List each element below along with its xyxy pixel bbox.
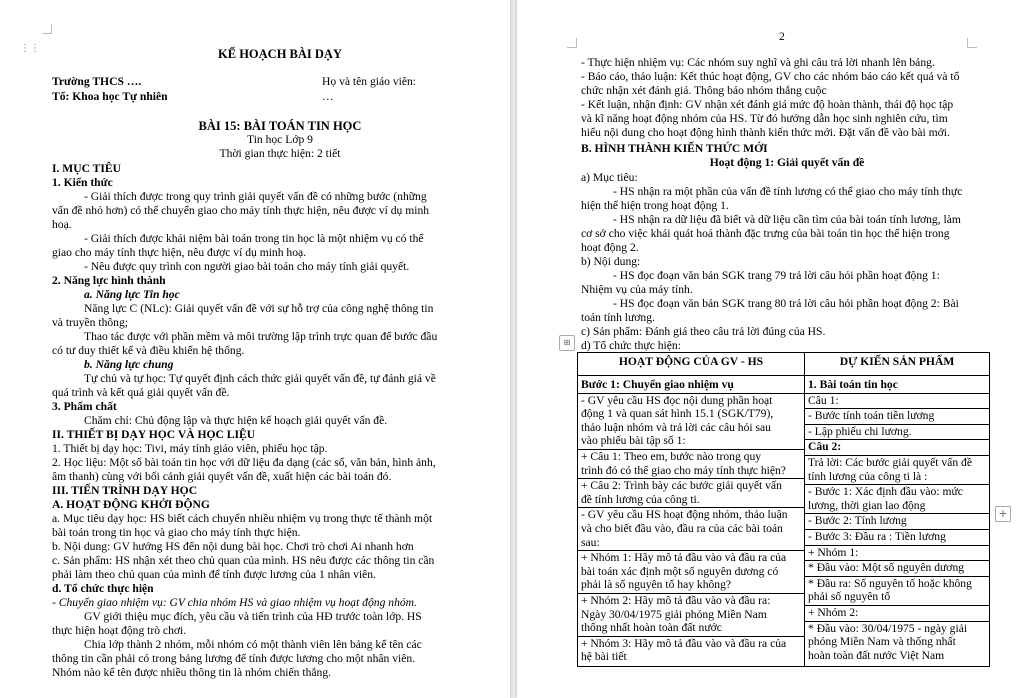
cell-line: Câu 1:: [805, 394, 989, 410]
body-line: 2. Học liệu: Một số bài toán tin học với dữ liệu đa dạng (các số, văn bản, hình ảnh,: [52, 456, 436, 469]
table-header-teacher-activity: HOẠT ĐỘNG CỦA GV - HS: [578, 353, 805, 376]
cell-line: + Nhóm 2: Hãy mô tả đầu vào và đầu ra:: [581, 593, 771, 607]
cell-line: đề tính lương của công ti.: [578, 493, 804, 509]
margin-corner-icon: [42, 24, 52, 34]
table-move-handle-icon[interactable]: ⊞: [559, 335, 575, 351]
cell-line: Ngày 30/04/1975 giải phóng Miền Nam: [581, 607, 767, 621]
lesson-duration: Thời gian thực hiện: 2 tiết: [219, 147, 341, 160]
subsection-heading: 3. Phẩm chất: [52, 400, 117, 413]
cell-line: + Nhóm 1:: [805, 546, 989, 562]
subsection-heading: 2. Năng lực hình thành: [52, 274, 166, 287]
body-line: thực hiện hoạt động trò chơi.: [52, 624, 187, 637]
cell-line: - GV yêu cầu HS hoạt động nhóm, thảo luận: [581, 508, 788, 522]
cell-line: Câu 2:: [805, 440, 989, 456]
body-line: GV giới thiệu mục đích, yêu cầu và tiến trình của HĐ trước toàn lớp. HS: [84, 610, 422, 623]
subsection-heading: a. Năng lực Tin học: [84, 288, 180, 301]
cell-line: trình đó có thể giao cho máy tính thực hiện?: [578, 464, 804, 480]
cell-line: hệ bài tiết: [581, 650, 627, 664]
table-cell-products: [805, 376, 990, 667]
cell-line: Trả lời: Các bước giải quyết vấn đề: [808, 455, 972, 469]
cell-line: * Đầu vào: Một số nguyên dương: [805, 561, 989, 577]
cell-line: + Câu 1: Theo em, bước nào trong quy: [581, 449, 762, 463]
cell-line: + Nhóm 2:: [805, 606, 989, 622]
body-line: vấn đề nhỏ hơn) có thể chuyển giao cho máy tính thực hiện, nêu được ví dụ minh: [52, 204, 430, 217]
body-line: - HS đọc đoạn văn bản SGK trang 79 trả lời câu hỏi phần hoạt động 1:: [613, 269, 940, 282]
cell-line: - Bước 3: Đầu ra : Tiền lương: [805, 530, 989, 546]
section-heading: II. THIẾT BỊ DẠY HỌC VÀ HỌC LIỆU: [52, 428, 256, 441]
cell-line: - GV yêu cầu HS đọc nội dung phần hoạt: [581, 393, 773, 407]
teacher-value: …: [322, 90, 334, 103]
body-line: c) Sản phẩm: Đánh giá theo câu trả lời đúng của HS.: [581, 325, 826, 338]
body-line: thông tin cần phải có trong bảng lương để tính được lương cho một nhân viên.: [52, 652, 416, 665]
product-heading: 1. Bài toán tin học: [805, 378, 989, 394]
body-line: cơ sở cho việc khái quát hoá thành đặc trưng của bài toán tin học thể hiện trong: [581, 227, 950, 240]
cell-line: thống nhất hoàn toàn đất nước: [578, 621, 804, 637]
cell-line: + Nhóm 3: Hãy mô tả đầu vào và đầu ra của: [581, 636, 787, 650]
body-line: - Báo cáo, thảo luận: Kết thúc hoạt động, GV cho các nhóm báo cáo kết quả và tổ: [581, 70, 960, 83]
cell-line: * Đầu vào: 30/04/1975 - ngày giải: [808, 621, 968, 635]
body-line: Nhóm nào kể tên được nhiều thông tin là nhóm chiến thắng.: [52, 666, 332, 679]
body-line: a. Mục tiêu dạy học: HS biết cách chuyển nhiều nhiệm vụ trong thực tế thành một: [52, 512, 433, 525]
body-line: - HS nhận ra dữ liệu đã biết và dữ liệu cần tìm của bài toán tính lương, làm: [613, 213, 961, 226]
section-heading: I. MỤC TIÊU: [52, 162, 122, 175]
body-line: hoạt động 2.: [581, 241, 639, 254]
lesson-subject: Tin học Lớp 9: [247, 133, 313, 146]
document-page-2: [517, 0, 1019, 698]
cell-line: và cho biết đầu vào, đầu ra của các bài toán: [581, 521, 783, 535]
cell-line: * Đầu ra: Số nguyên tố hoặc không: [808, 576, 972, 590]
cell-line: thảo luận nhóm và trả lời các câu hỏi sau: [581, 420, 771, 434]
body-line: - Nêu được quy trình con người giao bài toán cho máy tính giải quyết.: [84, 260, 410, 273]
subsection-heading: A. HOẠT ĐỘNG KHỞI ĐỘNG: [52, 498, 210, 511]
body-line: hiểu nội dung cho hoạt động hình thành kiến thức mới. Đặt vấn đề vào bài mới.: [581, 126, 950, 139]
cell-line: + Câu 2: Trình bày các bước giải quyết vấn: [581, 479, 782, 493]
teacher-label: Họ và tên giáo viên:: [322, 75, 417, 88]
section-heading: III. TIẾN TRÌNH DẠY HỌC: [52, 484, 198, 497]
body-line: 1. Thiết bị dạy học: Tivi, máy tính giáo viên, phiếu học tập.: [52, 442, 328, 455]
body-line: Chăm chỉ: Chủ động lập và thực hiện kế hoạch giải quyết vấn đề.: [84, 414, 388, 427]
cell-line: - Bước 2: Tính lương: [805, 514, 989, 530]
body-line: - Giải thích được trong quy trình giải quyết vấn đề có những bước (những: [84, 190, 427, 203]
cell-line: tính lương của công ti là :: [805, 470, 989, 486]
cell-line: hoàn toàn đất nước Việt Nam: [808, 648, 945, 662]
cell-line: vào phiếu bài tập số 1:: [578, 434, 804, 450]
cell-line: bài toán xác định một số nguyên dương có: [581, 564, 779, 578]
body-line: và truyền thông;: [52, 316, 128, 329]
body-line: Thao tác được với phần mềm và môi trường lập trình trực quan để bước đầu: [84, 330, 438, 343]
cell-line: - Bước tính toán tiền lương: [805, 409, 989, 425]
body-line: có tư duy thiết kế và điều khiển hệ thống.: [52, 344, 245, 357]
add-column-icon[interactable]: +: [995, 506, 1011, 522]
body-line: d) Tổ chức thực hiện:: [581, 339, 681, 352]
body-line: - Giải thích được khái niệm bài toán trong tin học là một nhiệm vụ có thể: [84, 232, 424, 245]
section-heading: B. HÌNH THÀNH KIẾN THỨC MỚI: [581, 142, 768, 155]
subsection-heading: 1. Kiến thức: [52, 176, 113, 189]
document-title: KẾ HOẠCH BÀI DẠY: [218, 47, 342, 61]
body-line: - HS nhận ra một phần của vấn đề tính lương có thể giao cho máy tính thực: [613, 185, 963, 198]
body-line: hoạ.: [52, 218, 72, 231]
activity-table: [577, 352, 990, 667]
body-line: c. Sản phẩm: HS nhận xét theo chủ quan của mình. HS nêu được các thông tin cần: [52, 554, 435, 567]
body-line: giao cho máy tính thực hiện, nêu được ví dụ minh hoạ.: [52, 246, 307, 259]
body-line: - Thực hiện nhiệm vụ: Các nhóm suy nghĩ và ghi câu trả lời nhanh lên bảng.: [581, 56, 935, 69]
body-line: Năng lực C (NLc): Giải quyết vấn đề với sự hỗ trợ của công nghệ thông tin: [84, 302, 434, 315]
body-line: b. Nội dung: GV hướng HS đến nội dung bài học. Chơi trò chơi Ai nhanh hơn: [52, 540, 414, 553]
step-heading: Bước 1: Chuyển giao nhiệm vụ: [578, 378, 804, 394]
school-name: Trường THCS ….: [52, 75, 142, 88]
body-line: âm thanh) cùng với bối cảnh giải quyết vấn đề, xuất hiện các bài toán đó.: [52, 470, 392, 483]
cell-line: sau:: [578, 536, 804, 552]
subsection-heading: d. Tổ chức thực hiện: [52, 582, 154, 595]
cell-line: phóng Miền Nam và thống nhất: [808, 635, 956, 649]
table-header-expected-product: DỰ KIẾN SẢN PHẨM: [805, 353, 990, 376]
body-line: Tự chủ và tự học: Tự quyết định cách thức giải quyết vấn đề, tự đánh giá về: [84, 372, 436, 385]
body-line: toán tính lương.: [581, 311, 655, 324]
body-line: phải làm theo chủ quan của mình để tính được lương của 1 nhân viên.: [52, 568, 376, 581]
body-line: Nhiệm vụ của máy tính.: [581, 283, 693, 296]
body-line: a) Mục tiêu:: [581, 171, 638, 184]
body-line: - Chuyển giao nhiệm vụ: GV chia nhóm HS và giao nhiệm vụ hoạt động nhóm.: [52, 596, 417, 609]
cell-line: phải số nguyên tố: [805, 590, 989, 606]
activity-heading: Hoạt động 1: Giải quyết vấn đề: [709, 156, 865, 169]
cell-line: - Lập phiếu chi lương.: [805, 425, 989, 441]
body-line: bài toán trong tin học và giao cho máy tính thực hiện.: [52, 526, 301, 539]
team-name: Tổ: Khoa học Tự nhiên: [52, 90, 168, 103]
margin-corner-icon: [967, 38, 977, 48]
body-line: và kĩ năng hoạt động nhóm của HS. Từ đó hướng dẫn học sinh nghiên cứu, tìm: [581, 112, 948, 125]
lesson-title: BÀI 15: BÀI TOÁN TIN HỌC: [198, 119, 362, 133]
body-line: chức nhận xét đánh giá. Thông báo nhóm thắng cuộc: [581, 84, 827, 97]
body-line: quá trình và kết quả giải quyết vấn đề.: [52, 386, 230, 399]
cell-line: lương, thời gian lao động: [805, 499, 989, 515]
cell-line: phải là số nguyên tố hay không?: [578, 578, 804, 594]
body-line: - Kết luận, nhận định: GV nhận xét đánh giá mức độ hoàn thành, thái độ học tập: [581, 98, 954, 111]
body-line: b) Nội dung:: [581, 255, 641, 268]
body-line: - HS đọc đoạn văn bản SGK trang 80 trả lời câu hỏi phần hoạt động 2: Bài: [613, 297, 959, 310]
page-number: 2: [779, 30, 785, 43]
cell-line: động 1 và quan sát hình 15.1 (SGK/T79),: [581, 407, 774, 421]
subsection-heading: b. Năng lực chung: [84, 358, 174, 371]
cell-line: - Bước 1: Xác định đầu vào: mức: [808, 485, 963, 499]
margin-corner-icon: [567, 38, 577, 48]
drag-handle-icon[interactable]: ⋮⋮: [20, 43, 40, 54]
cell-line: + Nhóm 1: Hãy mô tả đầu vào và đầu ra của: [581, 551, 787, 565]
body-line: hiện thể hiện trong hoạt động 1.: [581, 199, 729, 212]
table-cell-activities: [578, 376, 805, 667]
body-line: Chia lớp thành 2 nhóm, mỗi nhóm có một thành viên lên bảng kể tên các: [84, 638, 422, 651]
